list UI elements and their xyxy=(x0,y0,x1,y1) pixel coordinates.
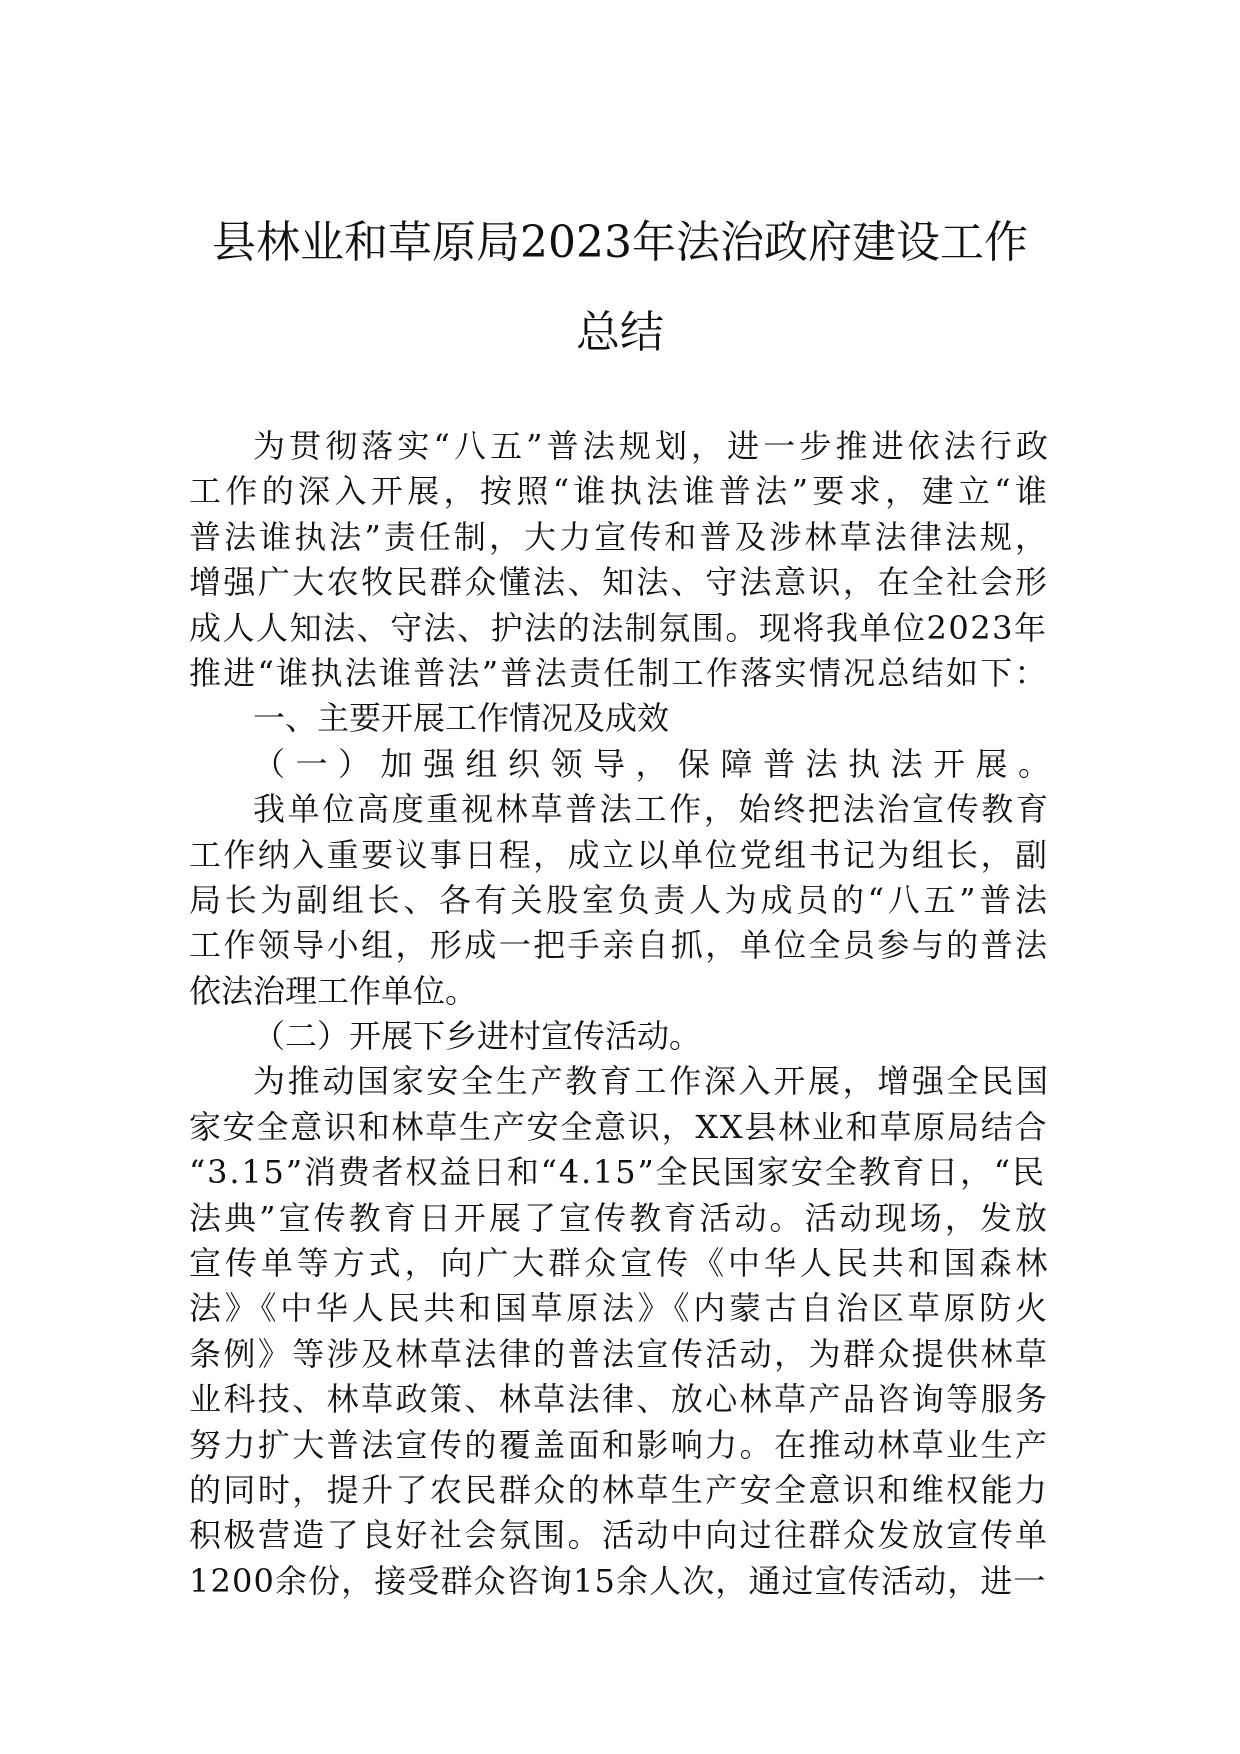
body-line: （一）加强组织领导，保障普法执法开展。 xyxy=(253,744,1061,783)
body-line: 的同时，提升了农民群众的林草生产安全意识和维权能力 xyxy=(189,1470,1050,1509)
body-line: 推进“谁执法谁普法”普法责任制工作落实情况总结如下： xyxy=(189,653,1049,692)
body-line: 为贯彻落实“八五”普法规划，进一步推进依法行政 xyxy=(253,427,1053,465)
body-line: 增强广大农牧民群众懂法、知法、守法意识，在全社会形 xyxy=(189,563,1050,602)
body-line: （二）开展下乡进村宣传活动。 xyxy=(253,1017,702,1056)
body-line: 普法谁执法”责任制，大力宣传和普及涉林草法律法规， xyxy=(189,517,1051,556)
body-line: 依法治理工作单位。 xyxy=(189,971,478,1010)
body-line: 局长为副组长、各有关股室负责人为成员的“八五”普法 xyxy=(189,880,1051,919)
body-line: 成人人知法、守法、护法的法制氛围。现将我单位2023年 xyxy=(189,608,1048,647)
body-line: 为推动国家安全生产教育工作深入开展，增强全民国 xyxy=(253,1062,1051,1101)
document-body xyxy=(189,424,1059,1604)
body-line: 业科技、林草政策、林草法律、放心林草产品咨询等服务 xyxy=(189,1380,1050,1419)
body-line: 积极营造了良好社会氛围。活动中向过往群众发放宣传单 xyxy=(189,1516,1050,1555)
body-line: 法典”宣传教育日开展了宣传教育活动。活动现场，发放 xyxy=(189,1198,1051,1237)
body-line: 宣传单等方式，向广大群众宣传《中华人民共和国森林 xyxy=(189,1244,1052,1283)
body-line: 工作领导小组，形成一把手亲自抓，单位全员参与的普法 xyxy=(189,926,1050,965)
body-line: 努力扩大普法宣传的覆盖面和影响力。在推动林草业生产 xyxy=(189,1425,1050,1464)
document-title-line-1: 县林业和草原局2023年法治政府建设工作 xyxy=(212,217,1028,268)
body-line: 法》《中华人民共和国草原法》《内蒙古自治区草原防火 xyxy=(189,1289,1051,1328)
document-title-line-2: 总结 xyxy=(576,307,664,358)
body-line: “3.15”消费者权益日和“4.15”全民国家安全教育日，“民 xyxy=(189,1153,1046,1192)
body-line: 工作的深入开展，按照“谁执法谁普法”要求，建立“谁 xyxy=(189,472,1052,511)
body-line: 条例》等涉及林草法律的普法宣传活动，为群众提供林草 xyxy=(189,1334,1050,1373)
body-line: 1200余份，接受群众咨询15余人次，通过宣传活动，进一 xyxy=(189,1561,1047,1600)
body-line: 工作纳入重要议事日程，成立以单位党组书记为组长，副 xyxy=(189,835,1050,874)
body-line: 我单位高度重视林草普法工作，始终把法治宣传教育 xyxy=(253,790,1051,829)
body-line: 一、主要开展工作情况及成效 xyxy=(253,699,670,738)
body-line: 家安全意识和林草生产安全意识，XX县林业和草原局结合 xyxy=(189,1107,1049,1146)
